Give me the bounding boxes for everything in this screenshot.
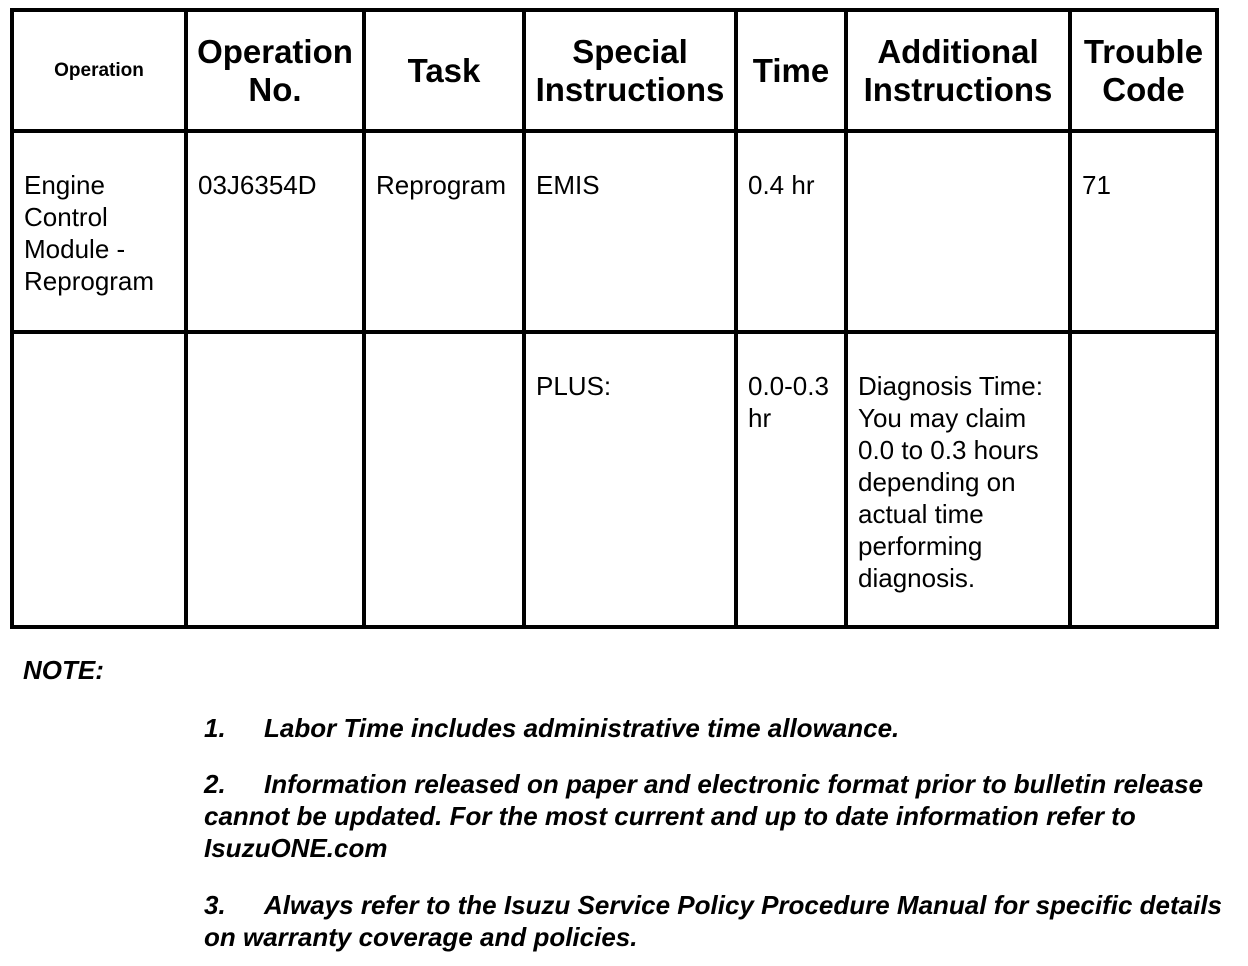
cell-operation-no: 03J6354D	[186, 131, 364, 332]
table-row	[12, 332, 1217, 627]
header-operation: Operation	[12, 10, 186, 131]
cell-task	[364, 332, 524, 627]
header-operation-no: Operation No.	[186, 10, 364, 131]
note-item	[204, 889, 1234, 953]
cell-time: 0.4 hr	[736, 131, 846, 332]
note-item	[204, 768, 1234, 864]
header-special-instructions: Special Instructions	[524, 10, 736, 131]
note-text: Labor Time includes administrative time allowance.	[264, 713, 900, 743]
note-number: 2.	[204, 769, 226, 799]
header-additional-instructions: Additional Instructions	[846, 10, 1070, 131]
table-header-row	[12, 10, 1217, 131]
cell-trouble-code	[1070, 332, 1217, 627]
cell-time: 0.0-0.3 hr	[736, 332, 846, 627]
note-number: 1.	[204, 713, 226, 743]
cell-task: Reprogram	[364, 131, 524, 332]
labor-operation-table	[10, 8, 1219, 629]
cell-additional-instructions	[846, 131, 1070, 332]
note-number: 3.	[204, 890, 226, 920]
header-time: Time	[736, 10, 846, 131]
cell-operation: Engine Control Module - Reprogram	[12, 131, 186, 332]
cell-additional-instructions: Diagnosis Time: You may claim 0.0 to 0.3 hours depending on actual time performing diagnosis.	[846, 332, 1070, 627]
cell-operation-no	[186, 332, 364, 627]
header-task: Task	[364, 10, 524, 131]
note-item	[204, 712, 1234, 744]
cell-special-instructions: PLUS:	[524, 332, 736, 627]
cell-operation	[12, 332, 186, 627]
cell-special-instructions: EMIS	[524, 131, 736, 332]
note-text: Information released on paper and electronic format prior to bulletin release cannot be updated. For the most current and up to date information refer to IsuzuONE.com	[204, 769, 1204, 863]
header-trouble-code: Trouble Code	[1070, 10, 1217, 131]
table-row	[12, 131, 1217, 332]
notes-heading: NOTE:	[23, 655, 104, 685]
note-text: Always refer to the Isuzu Service Policy Procedure Manual for specific details on warranty coverage and policies.	[204, 890, 1223, 952]
cell-trouble-code: 71	[1070, 131, 1217, 332]
